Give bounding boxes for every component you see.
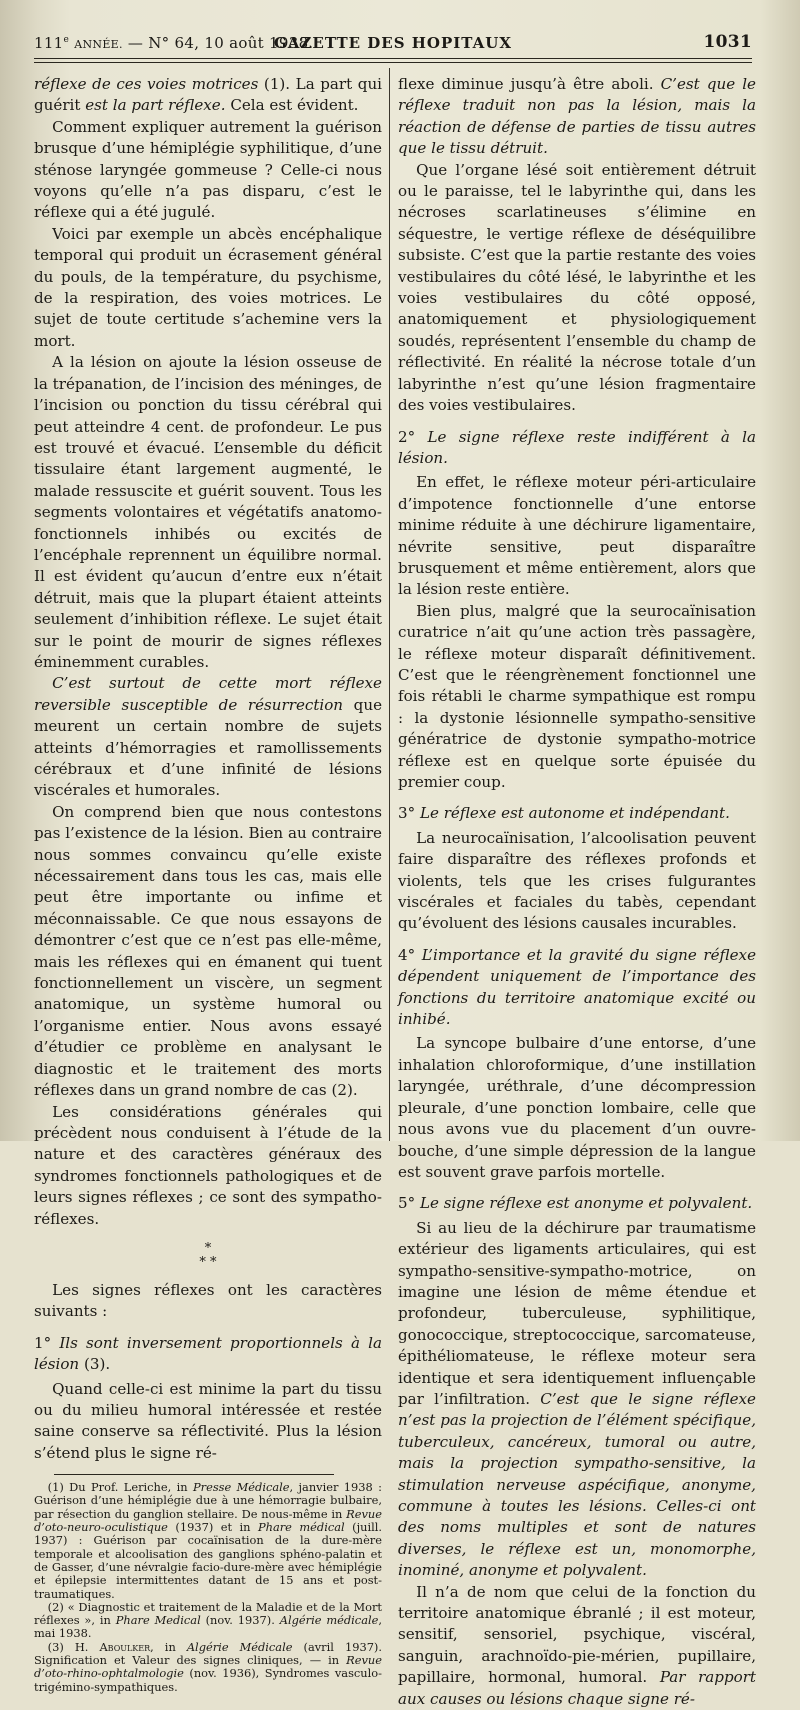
heading-ref: (3). bbox=[79, 1355, 111, 1374]
text: , janvier 1938 : Guérison d’une hémiplégie due à une hémorragie bulbaire, par résection du ganglion stellaire. De nous-même in bbox=[34, 1480, 382, 1521]
paragraph bbox=[398, 74, 756, 160]
paragraph bbox=[398, 1582, 756, 1710]
page-number: 1031 bbox=[703, 32, 752, 52]
footnote-1 bbox=[34, 1481, 382, 1601]
paragraph: Les considérations générales qui précèdent nous conduisent à l’étude de la nature et des caractères généraux des syndromes fonctionnels pathologiques et de leurs signes réflexes ; ce sont des sympatho-réflexes. bbox=[34, 1102, 382, 1228]
text: Il n’a de nom que celui de la fonction du territoire anatomique ébranlé ; il est moteur, sensitif, sensoriel, psychique, viscéral, sanguin, arachnoïdo-pie-mérien, pupillaire, papillaire, hormonal, humoral. bbox=[398, 1582, 756, 1687]
paragraph: Que l’organe lésé soit entièrement détruit ou le paraisse, tel le labyrinthe qui, dans les nécroses scarlatineuses s’élimine en séquestre, le vertige réflexe de déséquilibre subsiste. C’est que la partie restante des voies vestibulaires du côté lésé, le labyrinthe et les voies vestibulaires du côté opposé, anatomiquement et physiologiquement soudés, représentent l’ensemble du champ de réflectivité. En réalité la nécrose totale d’un labyrinthe n’est qu’une lésion fragmentaire des voies vestibulaires. bbox=[398, 160, 756, 415]
author-name: Aboulker bbox=[99, 1639, 151, 1654]
page-header bbox=[34, 30, 752, 58]
paragraph: Voici par exemple un abcès encéphalique temporal qui produit un écrasement général du pouls, de la température, du psychisme, de la respiration, des voies motrices. Le sujet de toute certitude s’achemine vers la mort. bbox=[34, 224, 382, 350]
heading-text: Le signe réflexe est anonyme et polyvalent. bbox=[419, 1194, 753, 1213]
header-rule bbox=[34, 58, 752, 59]
right-column bbox=[398, 74, 756, 1710]
text: (2) « Diagnostic et traitement de la Maladie et de la Mort réflexes », in bbox=[34, 1599, 382, 1628]
heading-number: 3° bbox=[398, 804, 420, 823]
separator-star: * bbox=[204, 1240, 212, 1256]
text: (3) H. bbox=[47, 1639, 100, 1654]
section-separator bbox=[34, 1242, 382, 1270]
italic-text: C’est que le réflexe traduit non pas la lésion, mais la réaction de défense de parties de tissu autres que le tissu détruit. bbox=[398, 75, 756, 158]
italic-text: C’est que le signe réflexe n’est pas la projection de l’élément spécifique, tuberculeux, cancéreux, tumoral ou autre, mais la projection sympatho-sensitive, la stimulation nerveuse aspécifique, anonyme, commune à toutes les lésions. Celles-ci ont des noms multiples et sont de natures diverses, le réflexe est un, monomorphe, inominé, anonyme et polyvalent. bbox=[398, 1389, 756, 1580]
heading-number: 5° bbox=[398, 1194, 420, 1213]
italic-text: Algérie médicale bbox=[279, 1613, 379, 1628]
italic-text: Algérie Médicale bbox=[186, 1639, 293, 1654]
section-heading bbox=[398, 1193, 756, 1214]
italic-text: Presse Médicale bbox=[192, 1480, 290, 1495]
issue-suffix: e bbox=[63, 35, 70, 45]
italic-text: Revue d’oto-neuro-oculistique bbox=[34, 1506, 382, 1535]
text: (1). La part qui guérit bbox=[34, 75, 382, 115]
footnote-3 bbox=[34, 1641, 382, 1694]
section-heading bbox=[34, 1333, 382, 1376]
paragraph: Quand celle-ci est minime la part du tissu ou du milieu humoral intéressée et restée saine conserve sa réflectivité. Plus la lésion s’étend plus le signe ré- bbox=[34, 1379, 382, 1462]
column-divider bbox=[389, 68, 390, 1141]
text: (1937) et in bbox=[167, 1520, 258, 1535]
italic-text: C’est surtout de cette mort réflexe reversible susceptible de résurrection bbox=[34, 674, 382, 714]
heading-text: Le signe réflexe reste indifférent à la lésion. bbox=[398, 427, 756, 467]
paragraph: Bien plus, malgré que la seurocaïnisation curatrice n’ait qu’une action très passagère, le réflexe moteur disparaît définitivement. C’est que le réengrènement fonctionnel une fois rétabli le charme sympathique est rompu : la dystonie lésionnelle sympatho-sensitive génératrice de dystonie sympatho-motrice réflexe est en quelque sorte épuisée du premier coup. bbox=[398, 601, 756, 791]
text: (nov. 1936), Syndromes vasculo-trigémino-sympathiques. bbox=[34, 1666, 382, 1694]
paragraph: La syncope bulbaire d’une entorse, d’une inhalation chloroformique, d’une instillation laryngée, uréthrale, d’une décompression pleurale, d’une ponction lombaire, celle que nous avons vue du placement d’un ouvre-bouche, d’une simple dépression de la langue est souvent grave parfois mortelle. bbox=[398, 1034, 756, 1181]
left-column bbox=[34, 74, 382, 1694]
text: (juill. 1937) : Guérison par cocaïnisation de la dure-mère temporale et alcoolisation des ganglions sphéno-palatin et de Gasser, d’une névralgie facio-dure-mère avec hémiplégie et épilepsie intermittentes datant de 15 ans et post-traumatiques. bbox=[34, 1520, 382, 1601]
section-heading bbox=[398, 803, 756, 824]
section-heading bbox=[398, 427, 756, 470]
issue-number: — N° 64, 10 août 1938. bbox=[127, 34, 314, 52]
text: que meurent un certain nombre de sujets atteints d’hémorragies et ramollissements cérébraux et d’une infinité de lésions viscérales et humorales. bbox=[34, 695, 383, 800]
paragraph: Les signes réflexes ont les caractères suivants : bbox=[34, 1280, 382, 1321]
italic-text: Revue d’oto-rhino-ophtalmologie bbox=[34, 1653, 382, 1681]
paragraph: La neurocaïnisation, l’alcoolisation peuvent faire disparaître des réflexes profonds et violents, tels que les crises fulgurantes viscérales et faciales du tabès, cependant qu’évoluent des lésions causales incurables. bbox=[398, 828, 756, 933]
heading-text: L’importance et la gravité du signe réflexe dépendent uniquement de l’importance des fonctions du territoire anatomique excité ou inhibé. bbox=[398, 945, 756, 1029]
text: (avril 1937). Signification et Valeur des signes cliniques, — in bbox=[34, 1639, 383, 1668]
heading-number: 1° bbox=[34, 1333, 60, 1352]
paragraph bbox=[34, 74, 382, 117]
text: Si au lieu de la déchirure par traumatisme extérieur des ligaments articulaires, qui est sympatho-sensitive-sympatho-motrice, on imagine une lésion de même étendue et profondeur, tuberculeuse, syphilitique, gonococcique, streptococcique, sarcomateuse, épithéliomateuse, le réflexe moteur sera identique et sera identiquement influençable par l’infiltration. bbox=[398, 1218, 756, 1408]
text: , in bbox=[150, 1639, 187, 1654]
issue-label: ANNÉE. bbox=[74, 38, 123, 51]
text: (1) Du Prof. Leriche, in bbox=[47, 1480, 193, 1495]
italic-text: Par rapport aux causes ou lésions chaque signe ré- bbox=[398, 1668, 757, 1708]
header-rule-thin bbox=[34, 62, 752, 63]
paragraph: En effet, le réflexe moteur péri-articulaire d’impotence fonctionnelle d’une entorse minime réduite à une déchirure ligamentaire, névrite sensitive, peut disparaître brusquement et même entièrement, alors que la lésion reste entière. bbox=[398, 473, 756, 599]
journal-title: GAZETTE DES HOPITAUX bbox=[273, 34, 512, 52]
paragraph: Comment expliquer autrement la guérison brusque d’une hémiplégie syphilitique, d’une sténose laryngée gommeuse ? Celle-ci nous voyons qu’elle n’a pas disparu, c’est le réflexe qui a été jugulé. bbox=[34, 117, 382, 222]
heading-text: Le réflexe est autonome et indépendant. bbox=[419, 804, 730, 823]
footnote-2 bbox=[34, 1601, 382, 1641]
paragraph: On comprend bien que nous contestons pas l’existence de la lésion. Bien au contraire nous sommes convaincu qu’elle existe nécessairement dans tous les cas, mais elle peut être importante ou infime et méconnaissable. Ce que nous essayons de démontrer c’est que ce n’est pas elle-même, mais les réflexes qui en émanent qui tuent fonctionnellement un viscère, un segment anatomique, un système humoral ou l’organisme entier. Nous avons essayé d’étudier ce problème en analysant le diagnostic et le traitement des morts réflexes dans un grand nombre de cas (2). bbox=[34, 802, 382, 1100]
separator-stars: * * bbox=[199, 1254, 217, 1270]
heading-text: Ils sont inversement proportionnels à la lésion bbox=[34, 1333, 382, 1374]
italic-text: Phare médical bbox=[257, 1520, 345, 1535]
text: flexe diminue jusqu’à être aboli. bbox=[398, 75, 661, 93]
italic-text: réflexe de ces voies motrices bbox=[34, 75, 259, 93]
issue-ordinal: 111 bbox=[34, 34, 64, 52]
paragraph bbox=[398, 1218, 756, 1582]
paragraph: A la lésion on ajoute la lésion osseuse de la trépanation, de l’incision des méninges, de l’incision ou ponction du tissu cérébral qui peut atteindre 4 cent. de profondeur. Le pus est trouvé et évacué. L’ensemble du déficit tissulaire étant largement augmenté, le malade ressuscite et guérit souvent. Tous les segments volontaires et végétatifs anatomo-fonctionnels inhibés ou excités de l’encéphale reprennent un équilibre normal. Il est évident qu’aucun d’entre eux n’était détruit, mais que la plupart étaient atteints seulement d’inhibition réflexe. Le sujet était sur le point de mourir de signes réflexes éminemment curables. bbox=[34, 353, 382, 671]
heading-number: 4° bbox=[398, 945, 422, 964]
italic-text: est la part réflexe. bbox=[85, 96, 226, 115]
footnote-rule bbox=[54, 1474, 334, 1475]
text: Cela est évident. bbox=[225, 96, 359, 115]
italic-text: Phare Medical bbox=[115, 1613, 201, 1628]
heading-number: 2° bbox=[398, 427, 428, 446]
section-heading bbox=[398, 945, 756, 1031]
paragraph bbox=[34, 673, 382, 801]
text: (nov. 1937). bbox=[200, 1613, 280, 1628]
text: , mai 1938. bbox=[34, 1613, 382, 1641]
